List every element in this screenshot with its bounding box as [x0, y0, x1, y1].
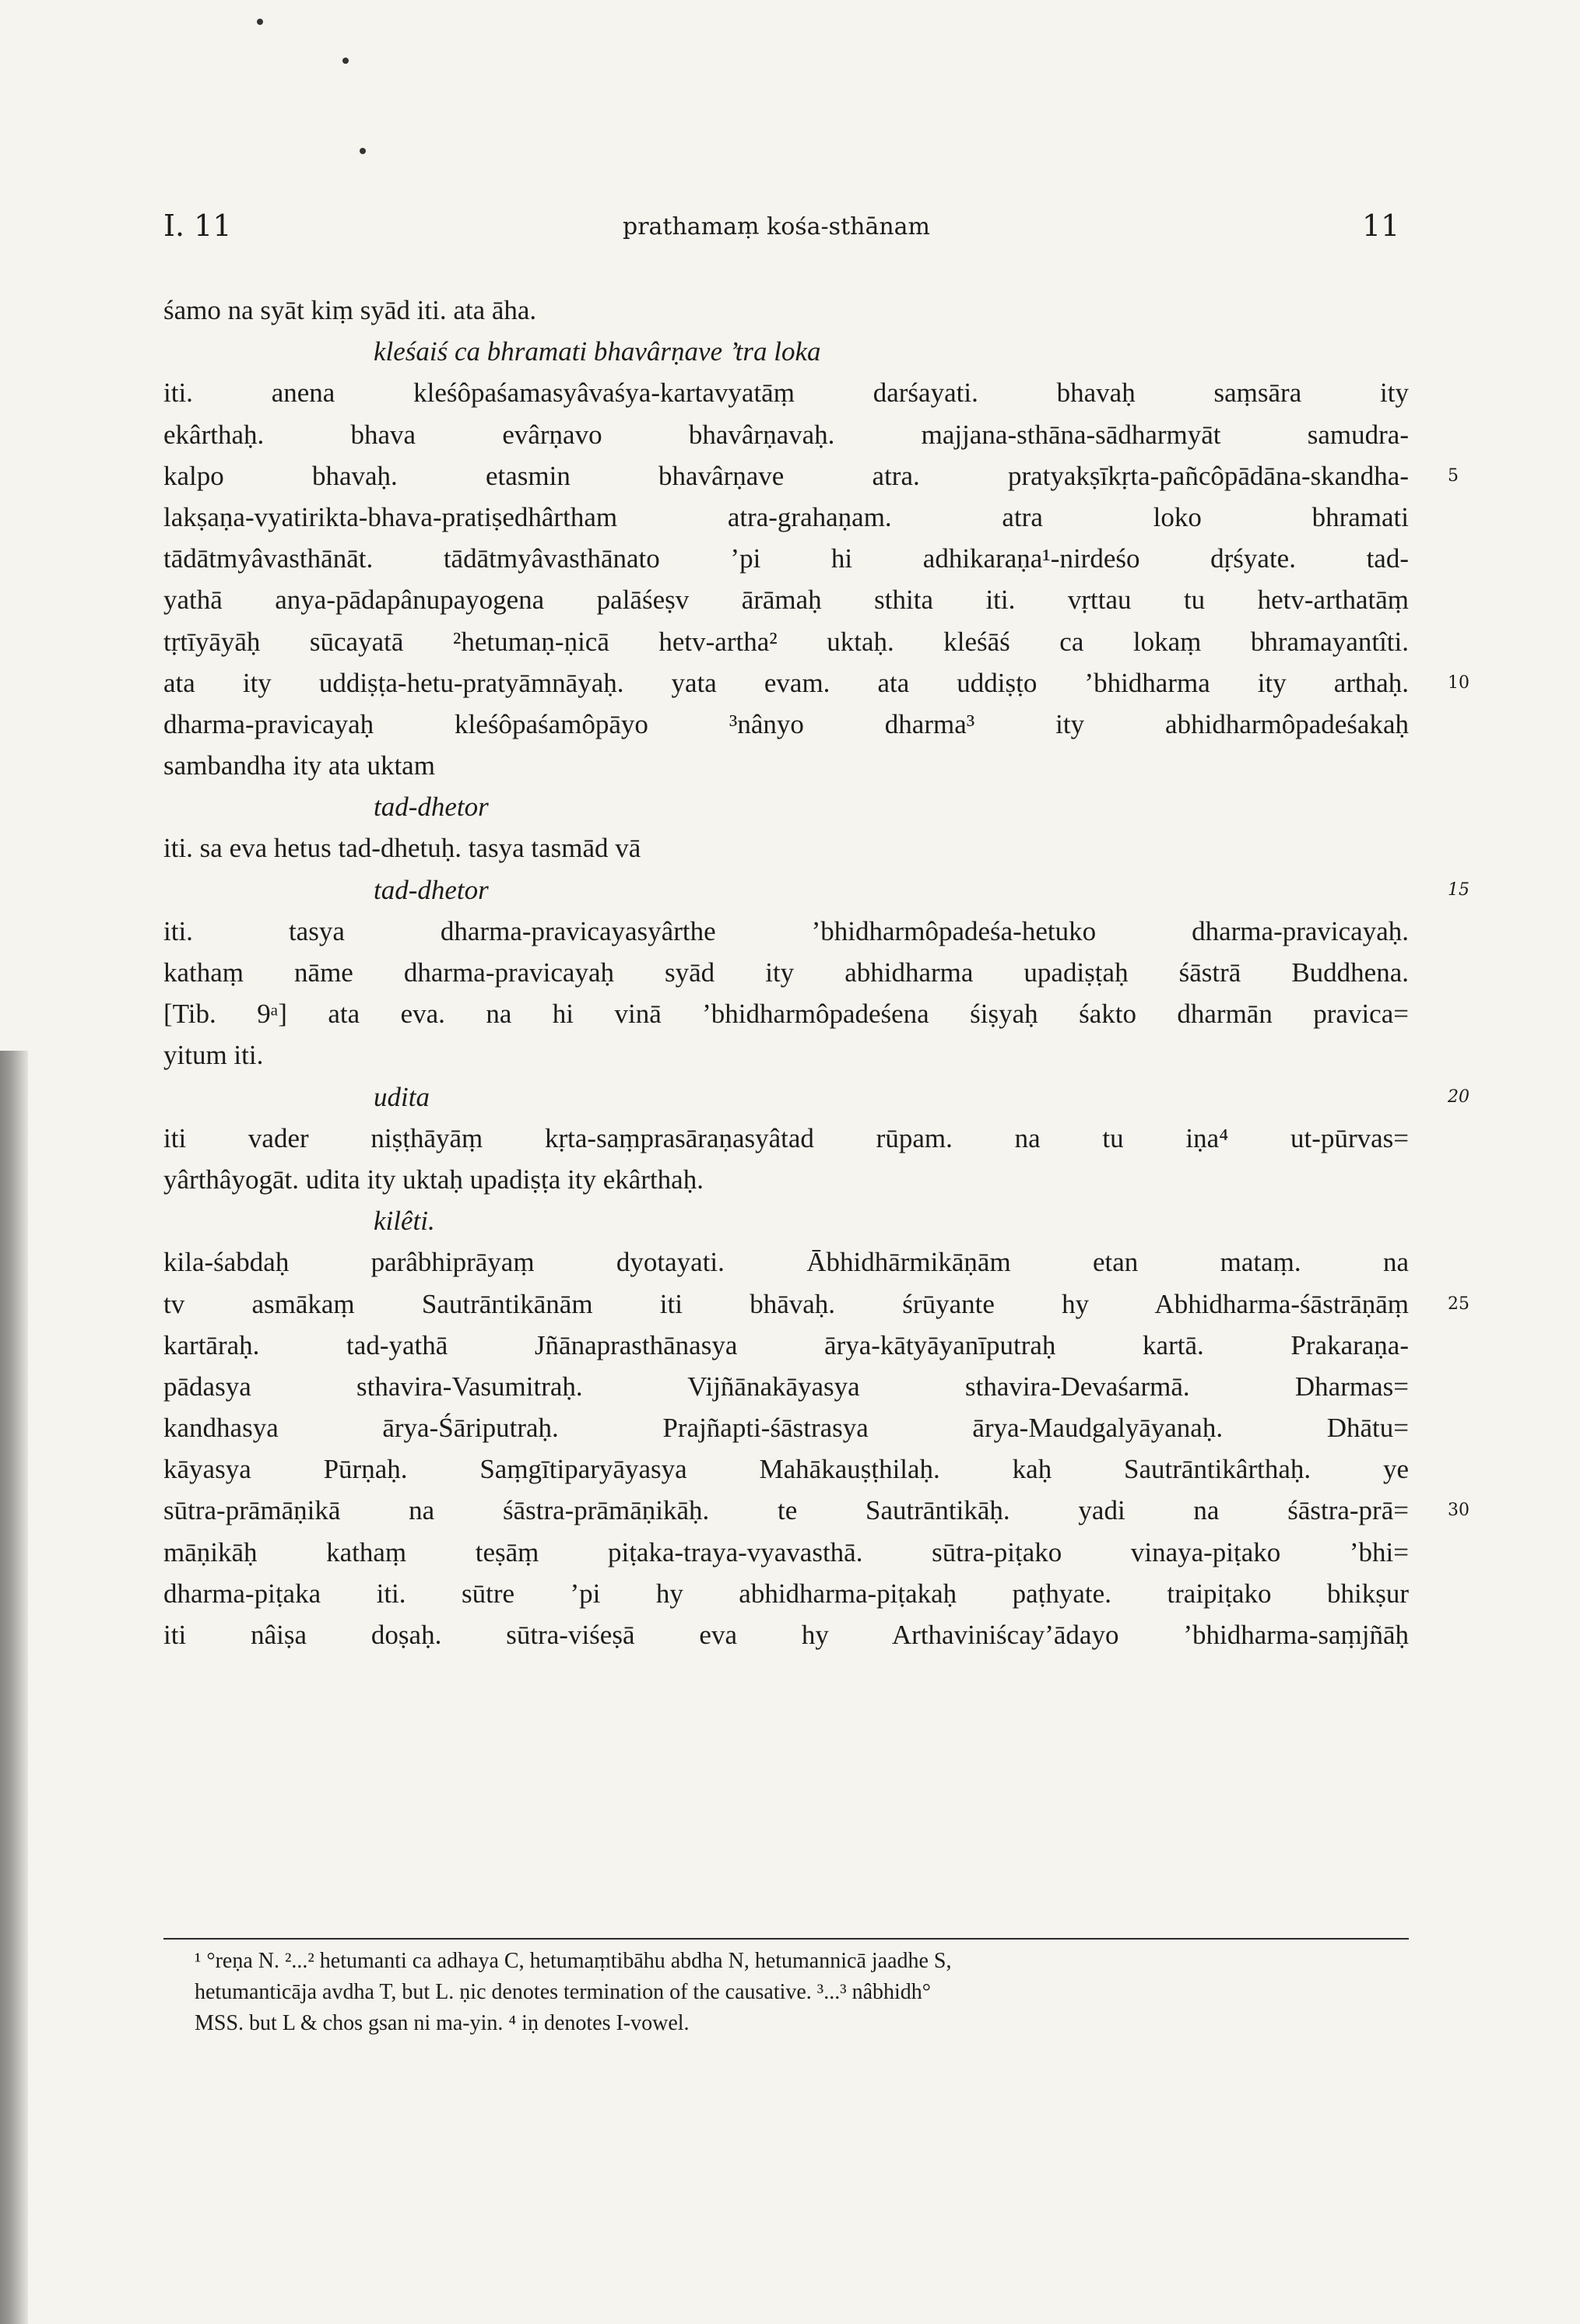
line-text: dharma-piṭaka iti. sūtre ’pi hy abhidharma-piṭakaḥ paṭhyate. traipiṭako bhikṣur: [163, 1578, 1409, 1609]
line-text: kāyasya Pūrṇaḥ. Saṃgītiparyāyasya Mahākauṣṭhilaḥ. kaḥ Sautrāntikârthaḥ. ye: [163, 1454, 1409, 1485]
running-head: [0, 209, 1580, 247]
line-number: 20: [1448, 1087, 1469, 1107]
line-number: 5: [1448, 465, 1459, 486]
ink-speck: [360, 148, 366, 154]
text-line: [163, 1366, 1409, 1407]
line-text: kilêti.: [374, 1206, 435, 1237]
text-line: [163, 911, 1409, 952]
text-line: [163, 1407, 1409, 1448]
verse-line: [163, 331, 1409, 372]
line-text: kalpo bhavaḥ. etasmin bhavârṇave atra. pratyakṣīkṛta-pañcôpādāna-skandha-: [163, 460, 1409, 491]
line-text: iti. tasya dharma-pravicayasyârthe ’bhidharmôpadeśa-hetuko dharma-pravicayaḥ.: [163, 915, 1409, 946]
running-title: prathamaṃ kośa-sthānam: [623, 213, 930, 240]
text-line: [163, 497, 1409, 538]
text-line: [163, 827, 1409, 869]
line-text: ekârthaḥ. bhava evârṇavo bhavârṇavaḥ. majjana-sthāna-sādharmyāt samudra-: [163, 419, 1409, 450]
text-line: [163, 704, 1409, 745]
line-text: iti nâiṣa doṣaḥ. sūtra-viśeṣā eva hy Arthaviniścay’ādayo ’bhidharma-saṃjñāḥ: [163, 1620, 1409, 1650]
footnote-line: MSS. but L & chos gsan ni ma-yin. ⁴ iṇ denotes I-vowel.: [195, 2011, 690, 2035]
text-line: [163, 745, 1409, 786]
text-line: [163, 1118, 1409, 1159]
verse-line: [163, 786, 1409, 827]
line-text: tādātmyâvasthānāt. tādātmyâvasthānato ’pi hi adhikaraṇa¹-nirdeśo dṛśyate. tad-: [163, 543, 1409, 574]
text-line: [163, 1034, 1409, 1076]
line-text: tad-dhetor: [374, 792, 489, 823]
ink-speck: [342, 58, 349, 64]
line-number: 15: [1448, 879, 1469, 900]
text-line: [163, 1573, 1409, 1614]
text-line: [163, 1159, 1409, 1200]
line-text: māṇikāḥ kathaṃ teṣāṃ piṭaka-traya-vyavasthā. sūtra-piṭako vinaya-piṭako ’bhi=: [163, 1536, 1409, 1567]
line-text: sūtra-prāmāṇikā na śāstra-prāmāṇikāḥ. te Sautrāntikāḥ. yadi na śāstra-prā=: [163, 1495, 1409, 1526]
line-text: kleśaiś ca bhramati bhavârṇave ’tra loka: [374, 336, 821, 367]
line-text: tv asmākaṃ Sautrāntikānām iti bhāvaḥ. śrūyante hy Abhidharma-śāstrāṇāṃ: [163, 1288, 1409, 1319]
line-text: iti. anena kleśôpaśamasyâvaśya-kartavyatāṃ darśayati. bhavaḥ saṃsāra ity: [163, 377, 1409, 409]
line-text: yârthâyogāt. udita ity uktaḥ upadiṣṭa ity ekârthaḥ.: [163, 1164, 704, 1195]
text-line: [163, 1283, 1469, 1325]
text-line: [163, 621, 1409, 662]
book-spine-shadow: [0, 1051, 28, 2324]
line-text: tṛtīyāyāḥ sūcayatā ²hetumaṇ-ṇicā hetv-artha² uktaḥ. kleśāś ca lokaṃ bhramayantîti.: [163, 626, 1409, 657]
text-line: [163, 1325, 1409, 1366]
text-line: [163, 1614, 1409, 1655]
text-line: [163, 1532, 1409, 1573]
footnote-line: ¹ °reṇa N. ²...² hetumanti ca adhaya C, hetumaṃtibāhu abdha N, hetumannicā jaadhe S,: [195, 1949, 952, 1973]
ink-speck: [257, 19, 263, 25]
line-text: ata ity uddiṣṭa-hetu-pratyāmnāyaḥ. yata evam. ata uddiṣṭo ’bhidharma ity arthaḥ.: [163, 667, 1409, 698]
text-line: [163, 579, 1409, 620]
line-number: 30: [1448, 1501, 1469, 1521]
verse-line: [163, 1200, 1409, 1241]
page-number: 11: [1362, 209, 1400, 243]
text-line: [163, 1241, 1409, 1283]
line-number: 10: [1448, 672, 1469, 693]
line-text: śamo na syāt kiṃ syād iti. ata āha.: [163, 295, 537, 325]
verse-line: [163, 1076, 1469, 1118]
line-text: udita: [374, 1081, 430, 1112]
text-line: [163, 455, 1459, 497]
line-text: iti. sa eva hetus tad-dhetuḥ. tasya tasmād vā: [163, 833, 641, 864]
line-text: kandhasya ārya-Śāriputraḥ. Prajñapti-śāstrasya ārya-Maudgalyāyanaḥ. Dhātu=: [163, 1413, 1409, 1444]
line-text: kathaṃ nāme dharma-pravicayaḥ syād ity abhidharma upadiṣṭaḥ śāstrā Buddhena.: [163, 957, 1409, 988]
line-text: pādasya sthavira-Vasumitraḥ. Vijñānakāyasya sthavira-Devaśarmā. Dharmas=: [163, 1371, 1409, 1402]
line-text: yathā anya-pādapânupayogena palāśeṣv ārāmaḥ sthita iti. vṛttau tu hetv-arthatāṃ: [163, 585, 1409, 616]
footnote-rule: [163, 1938, 1409, 1940]
text-line: [163, 372, 1409, 413]
line-text: lakṣaṇa-vyatirikta-bhava-pratiṣedhârtham atra-grahaṇam. atra loko bhramati: [163, 501, 1409, 532]
text-line: [163, 662, 1469, 704]
line-text: tad-dhetor: [374, 874, 489, 905]
line-text: yitum iti.: [163, 1040, 264, 1071]
line-text: kila-śabdaḥ parâbhiprāyaṃ dyotayati. Ābhidhārmikāṇām etan mataṃ. na: [163, 1247, 1409, 1278]
text-line: [163, 290, 1409, 331]
line-text: dharma-pravicayaḥ kleśôpaśamôpāyo ³nânyo dharma³ ity abhidharmôpadeśakaḥ: [163, 708, 1409, 739]
text-line: [163, 1490, 1469, 1531]
body-text: [163, 290, 1469, 1655]
footnotes: [195, 1946, 1409, 2039]
verse-line: [163, 869, 1469, 911]
line-text: kartāraḥ. tad-yathā Jñānaprasthānasya ārya-kātyāyanīputraḥ kartā. Prakaraṇa-: [163, 1329, 1409, 1360]
line-text: [Tib. 9ᵃ] ata eva. na hi vinā ’bhidharmôpadeśena śiṣyaḥ śakto dharmān pravica=: [163, 999, 1409, 1030]
line-text: sambandha ity ata uktam: [163, 750, 435, 781]
text-line: [163, 538, 1409, 579]
line-text: iti vader niṣṭhāyāṃ kṛta-saṃprasāraṇasyâtad rūpam. na tu iṇa⁴ ut-pūrvas=: [163, 1122, 1409, 1153]
text-line: [163, 952, 1409, 993]
footnote-line: hetumanticāja avdha T, but L. ṇic denotes termination of the causative. ³...³ nâbhidh°: [195, 1980, 931, 2004]
chapter-reference: I. 11: [163, 209, 232, 243]
text-line: [163, 993, 1409, 1034]
text-line: [163, 414, 1409, 455]
text-line: [163, 1448, 1409, 1490]
line-number: 25: [1448, 1294, 1469, 1314]
